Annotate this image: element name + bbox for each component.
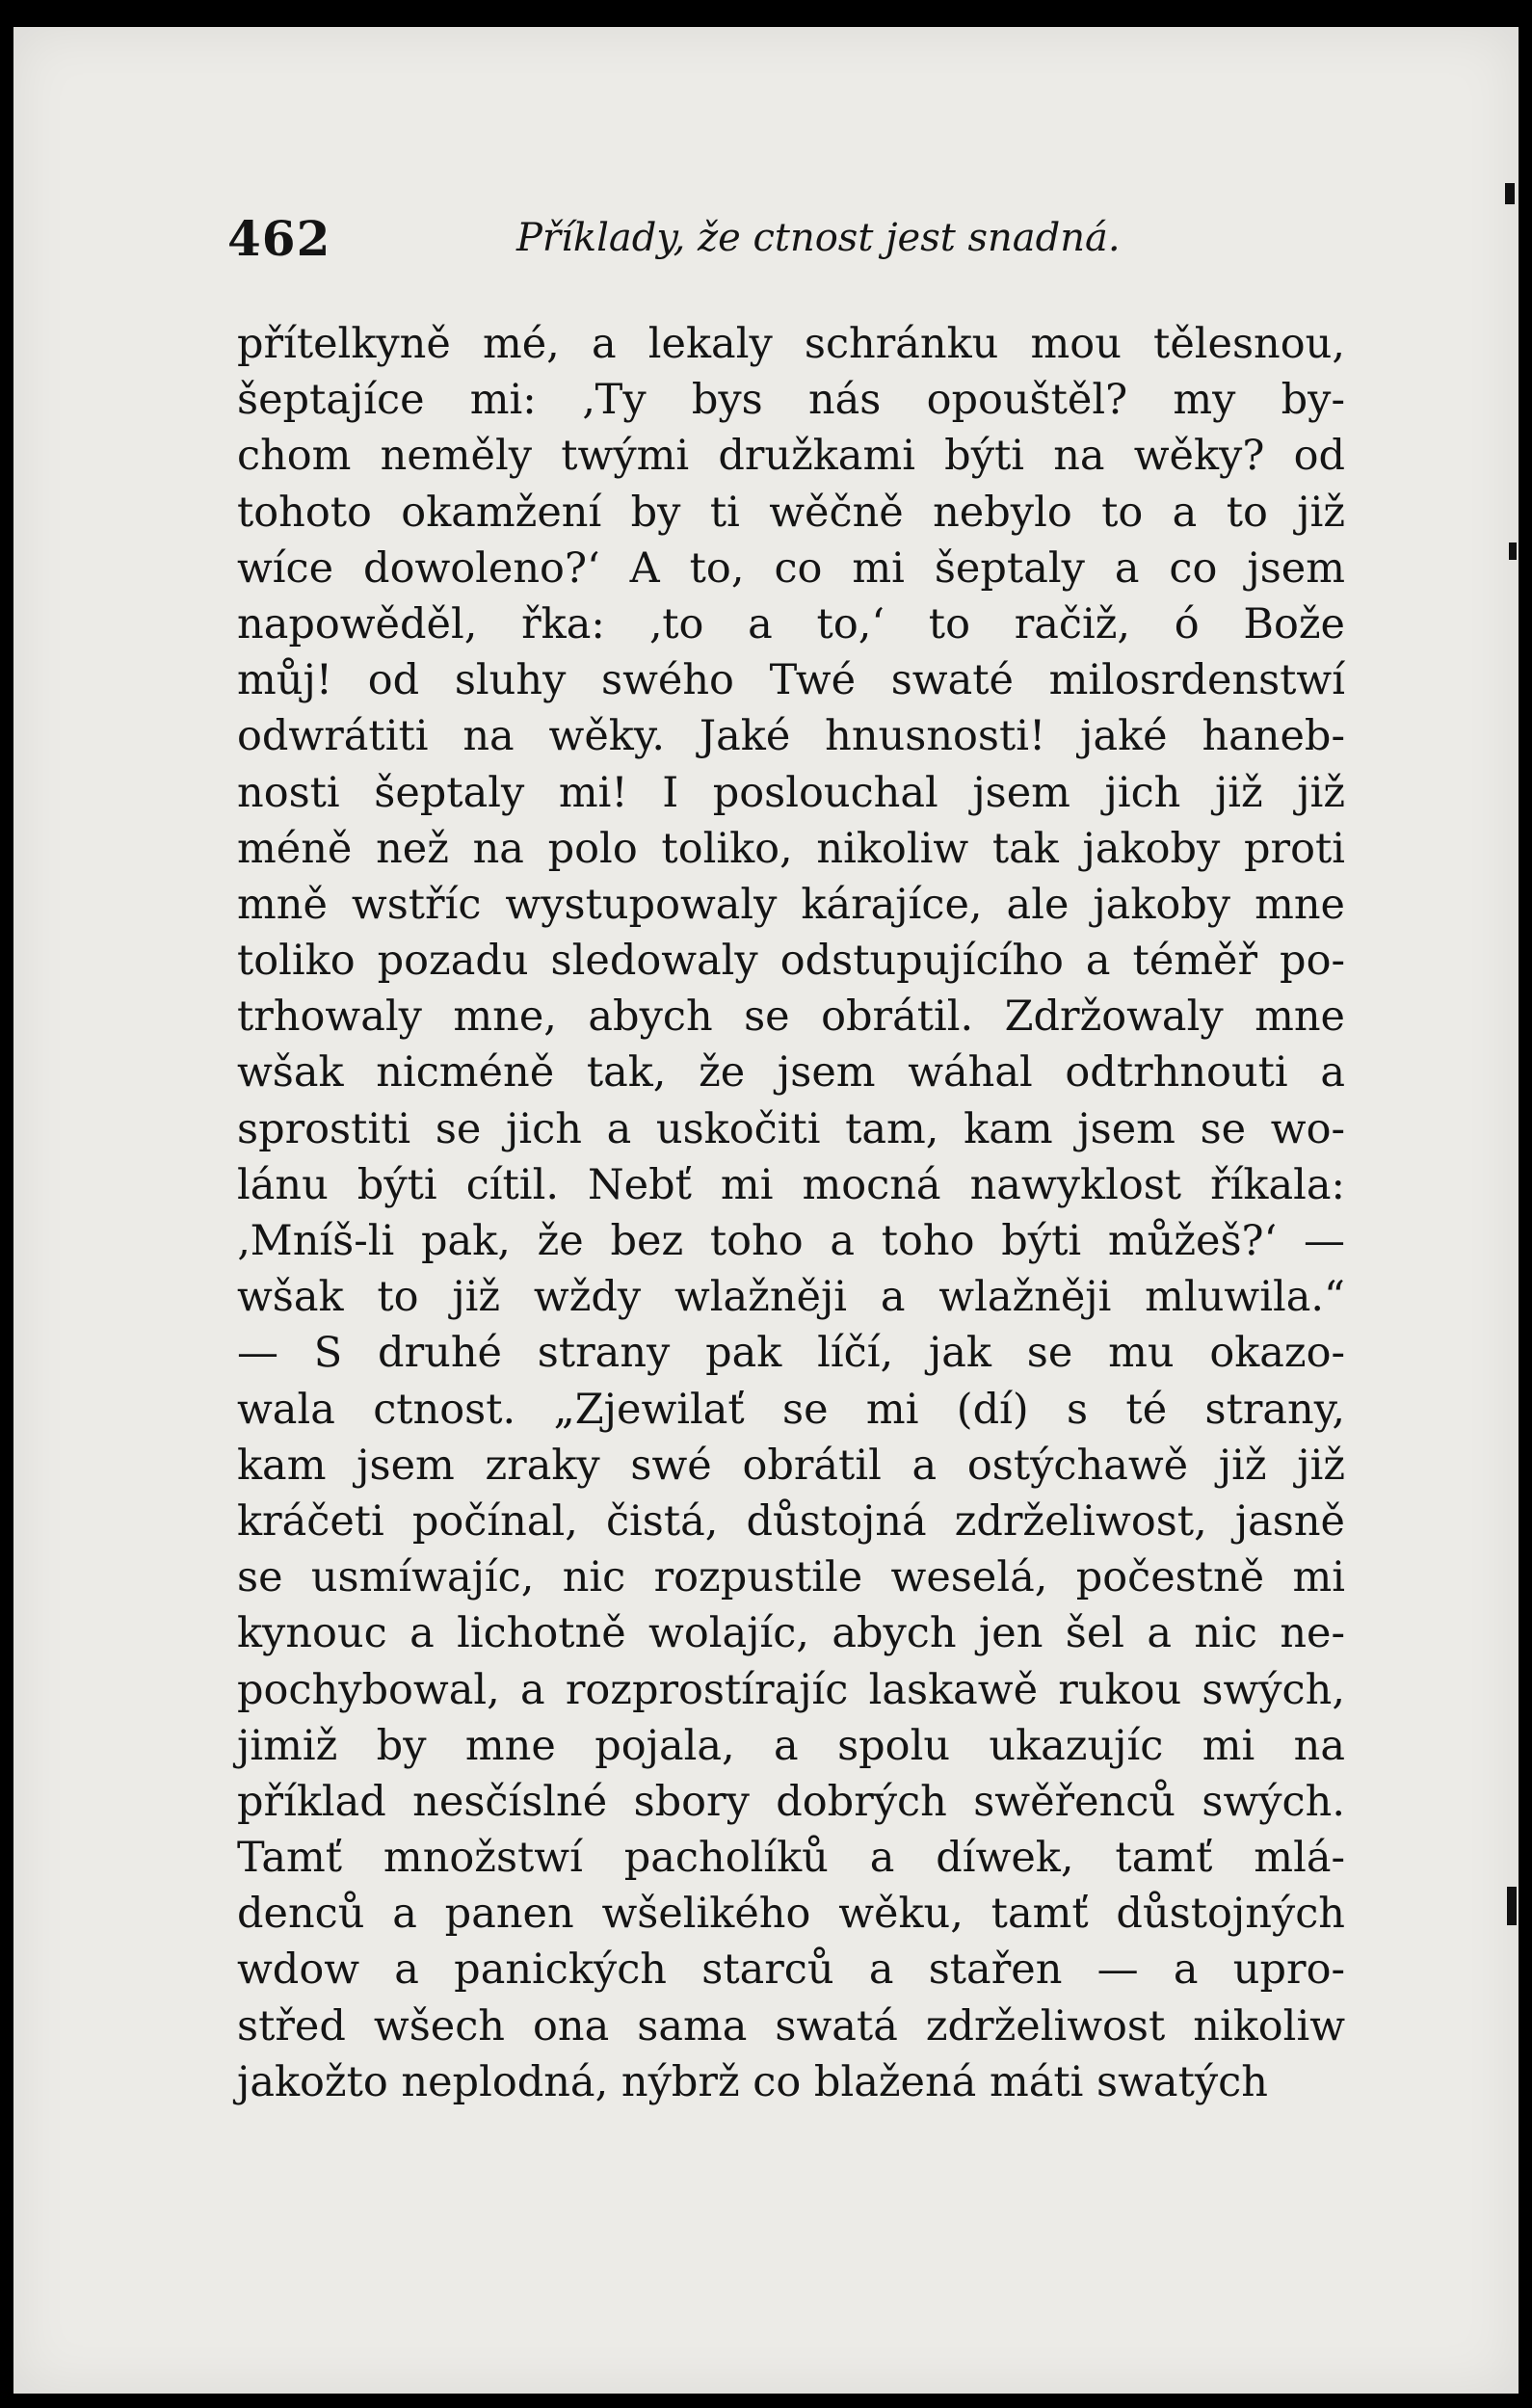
text-line: ‚Mníš-li pak, že bez toho a toho býti můžeš?‘ — [237, 1217, 1345, 1265]
text-line: trhowaly mne, abych se obrátil. Zdržowaly mne [237, 992, 1345, 1042]
text-line: můj! od sluhy swého Twé swaté milosrdenstwí [237, 656, 1345, 705]
text-line: sprostiti se jich a uskočiti tam, kam jsem se wo- [237, 1104, 1345, 1153]
text-line: chom neměly twými družkami býti na wěky? od [237, 432, 1345, 481]
text-line: odwrátiti na wěky. Jaké hnusnosti! jaké haneb- [237, 712, 1345, 761]
text-line: — S druhé strany pak líčí, jak se mu okazo- [237, 1329, 1345, 1378]
text-line: kynouc a lichotně wolajíc, abych jen šel a nic ne- [237, 1609, 1345, 1658]
text-line: nosti šeptaly mi! I poslouchal jsem jich již již [237, 768, 1345, 817]
scan-speck [1509, 542, 1517, 560]
text-line: wala ctnost. „Zjewilať se mi (dí) s té strany, [237, 1385, 1345, 1434]
book-page [13, 27, 1519, 2394]
text-line: lánu býti cítil. Nebť mi mocná nawyklost říkala: [237, 1160, 1345, 1209]
text-line: šeptajíce mi: ‚Ty bys nás opouštěl? my by- [237, 376, 1345, 425]
text-line: wíce dowoleno?‘ A to, co mi šeptaly a co jsem [237, 543, 1345, 593]
text-line: tohoto okamžení by ti wěčně nebylo to a to již [237, 488, 1345, 537]
text-line: střed wšech ona sama swatá zdrželiwost nikoliw [237, 2001, 1345, 2051]
text-line: příklad nesčíslné sbory dobrých swěřenců swých. [237, 1777, 1345, 1826]
text-line: kam jsem zraky swé obrátil a ostýchawě již již [237, 1441, 1345, 1490]
running-title: Příklady, že ctnost jest snadná. [516, 216, 1121, 260]
text-line: jakožto neplodná, nýbrž co blažená máti swatých [237, 2057, 1268, 2106]
text-line: denců a panen wšelikého wěku, tamť důstojných [237, 1890, 1345, 1939]
scan-speck [1507, 1887, 1517, 1925]
page-header [227, 210, 1335, 278]
text-line: pochybowal, a rozprostírajíc laskawě rukou swých, [237, 1665, 1345, 1714]
text-line: mně wstříc wystupowaly kárajíce, ale jakoby mne [237, 880, 1345, 929]
text-line: jimiž by mne pojala, a spolu ukazujíc mi na [237, 1721, 1345, 1770]
text-line: méně než na polo toliko, nikoliw tak jakoby proti [237, 824, 1345, 873]
text-line: wšak nicméně tak, že jsem wáhal odtrhnouti a [237, 1048, 1345, 1098]
body-text [237, 316, 1345, 2110]
scan-speck [1505, 183, 1515, 204]
text-line: napowěděl, řka: ‚to a to,‘ to račiž, ó Bože [237, 599, 1345, 648]
text-line: Tamť množstwí pacholíků a díwek, tamť mlá- [237, 1834, 1345, 1883]
page-number: 462 [227, 210, 331, 267]
text-line: toliko pozadu sledowaly odstupujícího a téměř po- [237, 937, 1345, 986]
text-line: kráčeti počínal, čistá, důstojná zdrželiwost, jasně [237, 1496, 1345, 1546]
text-line: wšak to již wždy wlažněji a wlažněji mluwila.“ [237, 1273, 1345, 1322]
text-line: přítelkyně mé, a lekaly schránku mou tělesnou, [237, 320, 1345, 368]
text-line: wdow a panických starců a stařen — a upro- [237, 1945, 1345, 1995]
text-line: se usmíwajíc, nic rozpustile weselá, počestně mi [237, 1553, 1345, 1602]
